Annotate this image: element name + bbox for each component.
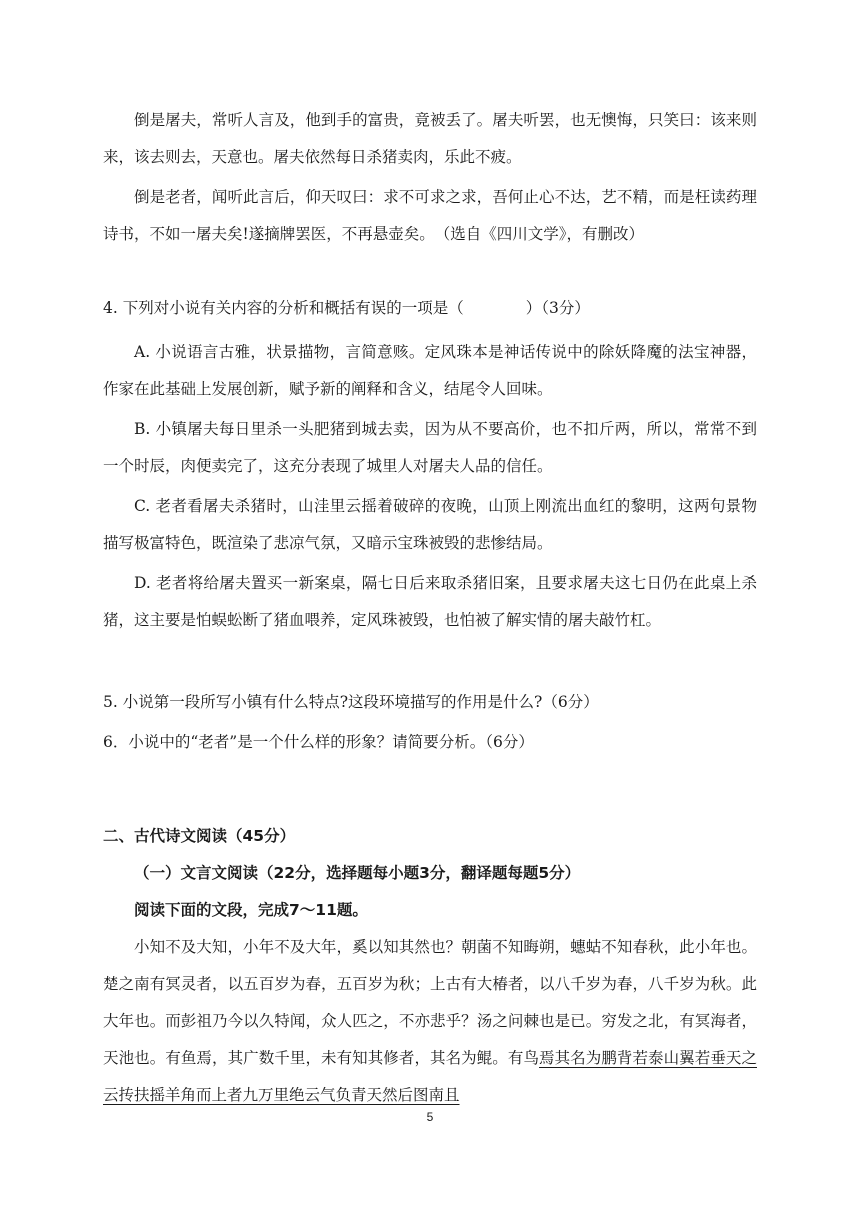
option-c: C. 老者看屠夫杀猪时，山洼里云摇着破碎的夜晚，山顶上刚流出血红的黎明，这两句景物描写极富特色，既渲染了悲凉气氛，又暗示宝珠被毁的悲惨结局。	[103, 497, 757, 552]
passage-end	[103, 102, 757, 253]
question-6: 6．小说中的“老者”是一个什么样的形象？请简要分析。（6分）	[103, 733, 534, 751]
section-2	[103, 818, 757, 1114]
page-number: 5	[426, 1110, 434, 1124]
questions-5-6	[103, 684, 757, 761]
option-a: A. 小说语言古雅，状景描物，言简意赅。定风珠本是神话传说中的除妖降魔的法宝神器，作家在此基础上发展创新，赋予新的阐释和含义，结尾令人回味。	[103, 343, 757, 398]
paragraph-butcher: 倒是屠夫，常听人言及，他到手的富贵，竟被丢了。屠夫听罢，也无懊悔，只笑曰：该来则来，该去则去，天意也。屠夫依然每日杀猪卖肉，乐此不疲。	[103, 111, 757, 166]
classical-text: 小知不及大知，小年不及大年，奚以知其然也？朝菌不知晦朔，蟪蛄不知春秋，此小年也。楚之南有冥灵者，以五百岁为春，五百岁为秋；上古有大椿者，以八千岁为春，八千岁为秋。此大年也。而彭祖乃今以久特闻，众人匹之，不亦悲乎？汤之问棘也是已。穷发之北，有冥海者，天池也。有鱼焉，其广数千里，未有知其修者，其名为鲲。有鸟焉其名为鹏背若泰山翼若垂天之云抟扶摇羊角而上者九万里绝云气负青天然后图南且	[103, 938, 757, 1104]
underlined-text: 焉其名为鹏背若泰山翼若垂天之云抟扶摇羊角而上者九万里绝云气负青天然后图南且	[103, 1049, 757, 1104]
subsection-title: （一）文言文阅读（22分，选择题每小题3分，翻译题每题5分）	[134, 864, 581, 882]
question-4-stem: 4. 下列对小说有关内容的分析和概括有 ·误 ·的一项是（ ）（3分）	[103, 290, 757, 327]
question-4	[103, 290, 757, 327]
question-5: 5. 小说第一段所写小镇有什么特点?这段环境描写的作用是什么?（6分）	[103, 693, 599, 711]
reading-instruction: 阅读下面的文段，完成7～11题。	[134, 901, 368, 919]
paragraph-old-man: 倒是老者，闻听此言后，仰天叹曰：求不可求之求，吾何止心不达，艺不精，而是枉读药理诗书，不如一屠夫矣!遂摘牌罢医，不再悬壶矣。 （选自《四川文学》，有删改）	[103, 188, 757, 243]
emphasis-you: 有 ·	[355, 299, 371, 317]
section-title: 二、古代诗文阅读（45分）	[103, 827, 296, 845]
question-4-options	[103, 334, 757, 639]
emphasis-wu: 误 ·	[371, 299, 387, 317]
option-b: B. 小镇屠夫每日里杀一头肥猪到城去卖，因为从不要高价，也不扣斤两，所以，常常不到一个时辰，肉便卖完了，这充分表现了城里人对屠夫人品的信任。	[103, 420, 757, 475]
option-d: D. 老者将给屠夫置买一新案桌，隔七日后来取杀猪旧案，且要求屠夫这七日仍在此桌上杀猪，这主要是怕蜈蚣断了猪血喂养，定风珠被毁，也怕被了解实情的屠夫敲竹杠。	[103, 574, 757, 629]
